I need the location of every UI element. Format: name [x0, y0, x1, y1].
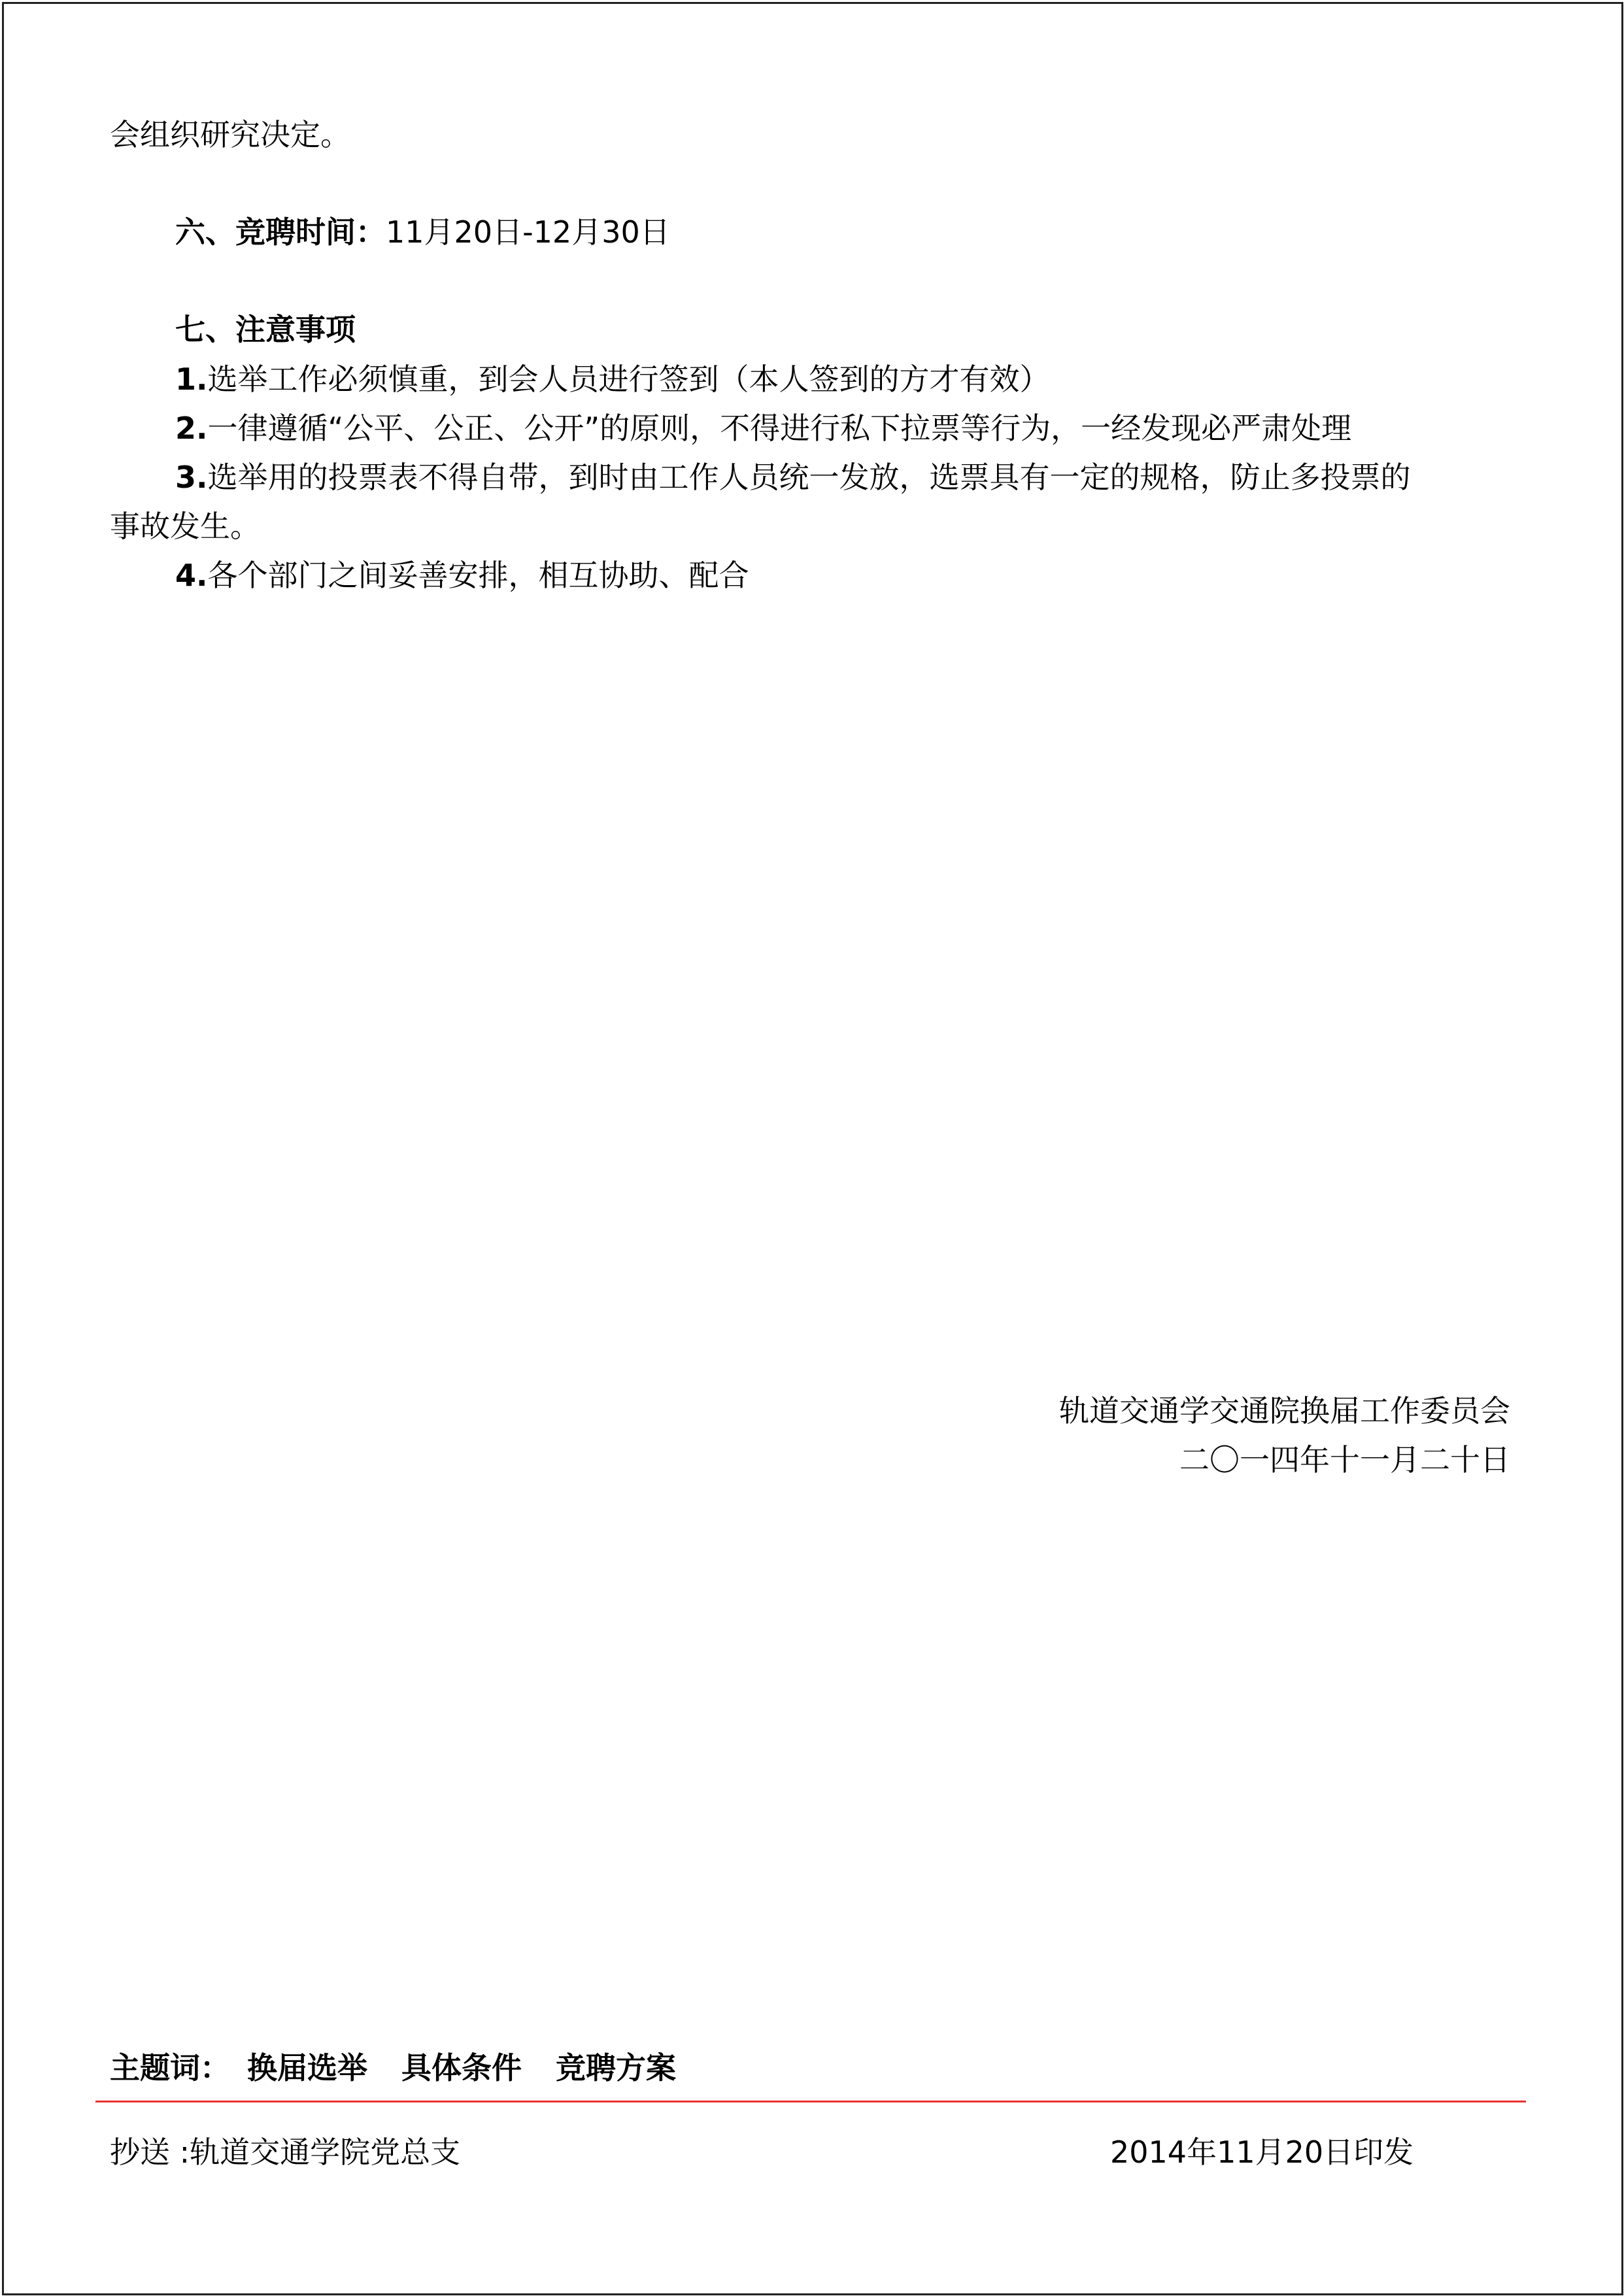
notice-item-text: 选举工作必须慎重，到会人员进行签到（本人签到的方才有效）: [207, 362, 1050, 397]
keywords-label: 主题词：: [110, 2050, 230, 2085]
notice-item-number: 3.: [175, 460, 208, 495]
issue-date: 2014年11月20日印发: [1110, 2135, 1414, 2170]
notice-item-3-continuation: 事故发生。: [110, 509, 260, 544]
notice-item-number: 2.: [175, 411, 208, 446]
cc-line: 抄送 :轨道交通学院党总支: [110, 2135, 461, 2170]
paragraph-continuation: 会组织研究决定。: [110, 117, 350, 152]
signature-organization: 轨道交通学交通院换届工作委员会: [1059, 1393, 1510, 1428]
signature-date: 二〇一四年十一月二十日: [1179, 1442, 1510, 1477]
subject-keywords: [110, 2048, 676, 2087]
notice-item-2: [175, 409, 1351, 448]
footer-divider: [95, 2101, 1526, 2102]
notice-item-4: [175, 556, 749, 595]
notice-item-text: 各个部门之间妥善安排，相互协助、配合: [207, 558, 749, 593]
notice-item-number: 1.: [175, 362, 208, 397]
keyword: 换届选举: [247, 2050, 367, 2085]
keyword: 竞聘方案: [556, 2050, 676, 2085]
section-7-heading: 七、注意事项: [175, 312, 356, 347]
notice-item-3: [175, 458, 1410, 497]
keyword: 具体条件: [401, 2050, 522, 2085]
notice-item-text: 选举用的投票表不得自带，到时由工作人员统一发放，选票具有一定的规格，防止多投票的: [207, 460, 1411, 495]
notice-item-text: 一律遵循“公平、公正、公开”的原则，不得进行私下拉票等行为，一经发现必严肃处理: [207, 411, 1352, 446]
section-6-value: 11月20日-12月30日: [386, 214, 670, 250]
notice-item-1: [175, 360, 1049, 399]
section-6-heading: 六、竞聘时间：: [175, 214, 386, 250]
section-6: [175, 212, 670, 252]
notice-item-number: 4.: [175, 558, 208, 593]
